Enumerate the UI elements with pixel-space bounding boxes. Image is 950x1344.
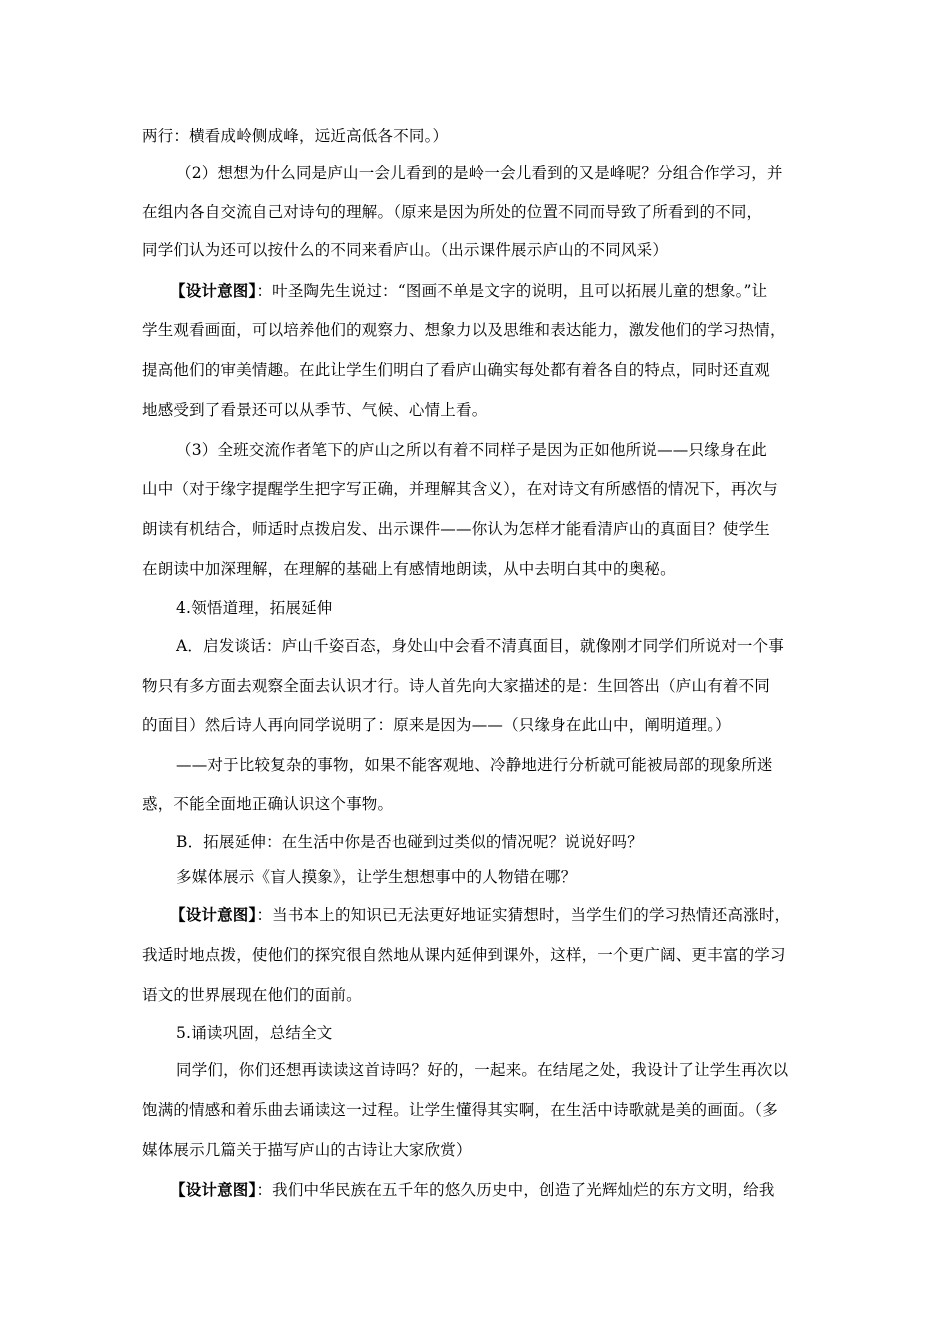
text-line: B．拓展延伸：在生活中你是否也碰到过类似的情况呢？说说好吗？ <box>176 833 643 851</box>
text-line: ——对于比较复杂的事物，如果不能客观地、冷静地进行分析就可能被局部的现象所迷 <box>176 756 773 774</box>
text-line: 学生观看画面，可以培养他们的观察力、想象力以及思维和表达能力，激发他们的学习热情， <box>142 321 786 339</box>
text-line: 两行：横看成岭侧成峰，远近高低各不同。） <box>142 127 449 145</box>
text-line: 地感受到了看景还可以从季节、气候、心情上看。 <box>142 401 488 419</box>
text-line: 物只有多方面去观察全面去认识才行。诗人首先向大家描述的是：生回答出（庐山有着不同 <box>142 677 771 695</box>
design-intent-paragraph <box>0 281 950 301</box>
design-intent-label: 【设计意图】 <box>170 905 257 924</box>
design-intent-paragraph <box>0 905 950 925</box>
section-heading: 4.领悟道理，拓展延伸 <box>176 599 333 617</box>
text-line: 的面目）然后诗人再向同学说明了：原来是因为——（只缘身在此山中，阐明道理。） <box>142 716 731 734</box>
text-line: 媒体展示几篇关于描写庐山的古诗让大家欣赏） <box>142 1141 472 1159</box>
text-line: 我适时地点拨，使他们的探究很自然地从课内延伸到课外，这样，一个更广阔、更丰富的学习 <box>142 946 786 964</box>
text-line: 同学们认为还可以按什么的不同来看庐山。（出示课件展示庐山的不同风采） <box>142 241 669 259</box>
text-line: 惑，不能全面地正确认识这个事物。 <box>142 795 394 813</box>
text-line: 提高他们的审美情趣。在此让学生们明白了看庐山确实每处都有着各自的特点，同时还直观 <box>142 361 771 379</box>
text-span: ：当书本上的知识已无法更好地证实猜想时，当学生们的学习热情还高涨时， <box>256 906 791 924</box>
design-intent-paragraph <box>0 1180 950 1200</box>
text-line: A．启发谈话：庐山千姿百态，身处山中会看不清真面目，就像刚才同学们所说对一个事 <box>176 637 784 655</box>
text-line: （2）想想为什么同是庐山一会儿看到的是岭一会儿看到的又是峰呢？分组合作学习，并 <box>176 164 783 182</box>
text-span: ：叶圣陶先生说过：“图画不单是文字的说明，且可以拓展儿童的想象。”让 <box>256 282 768 300</box>
design-intent-label: 【设计意图】 <box>170 281 257 300</box>
text-line: 朗读有机结合，师适时点拨启发、出示课件——你认为怎样才能看清庐山的真面目？使学生 <box>142 520 771 538</box>
text-line: 山中（对于缘字提醒学生把字写正确，并理解其含义），在对诗文有所感悟的情况下，再次与 <box>142 480 778 498</box>
design-intent-label: 【设计意图】 <box>170 1180 257 1199</box>
text-line: 同学们，你们还想再读读这首诗吗？好的，一起来。在结尾之处，我设计了让学生再次以 <box>176 1061 789 1079</box>
text-line: 饱满的情感和着乐曲去诵读这一过程。让学生懂得其实啊，在生活中诗歌就是美的画面。（多 <box>142 1101 778 1119</box>
text-line: 多媒体展示《盲人摸象》，让学生想想事中的人物错在哪？ <box>176 868 577 886</box>
text-line: 在朗读中加深理解，在理解的基础上有感情地朗读，从中去明白其中的奥秘。 <box>142 560 676 578</box>
section-heading: 5.诵读巩固，总结全文 <box>176 1024 333 1042</box>
text-span: ：我们中华民族在五千年的悠久历史中，创造了光辉灿烂的东方文明，给我 <box>256 1181 775 1199</box>
text-line: 在组内各自交流自己对诗句的理解。（原来是因为所处的位置不同而导致了所看到的不同， <box>142 203 763 221</box>
text-line: （3）全班交流作者笔下的庐山之所以有着不同样子是因为正如他所说——只缘身在此 <box>176 441 767 459</box>
text-line: 语文的世界展现在他们的面前。 <box>142 986 362 1004</box>
